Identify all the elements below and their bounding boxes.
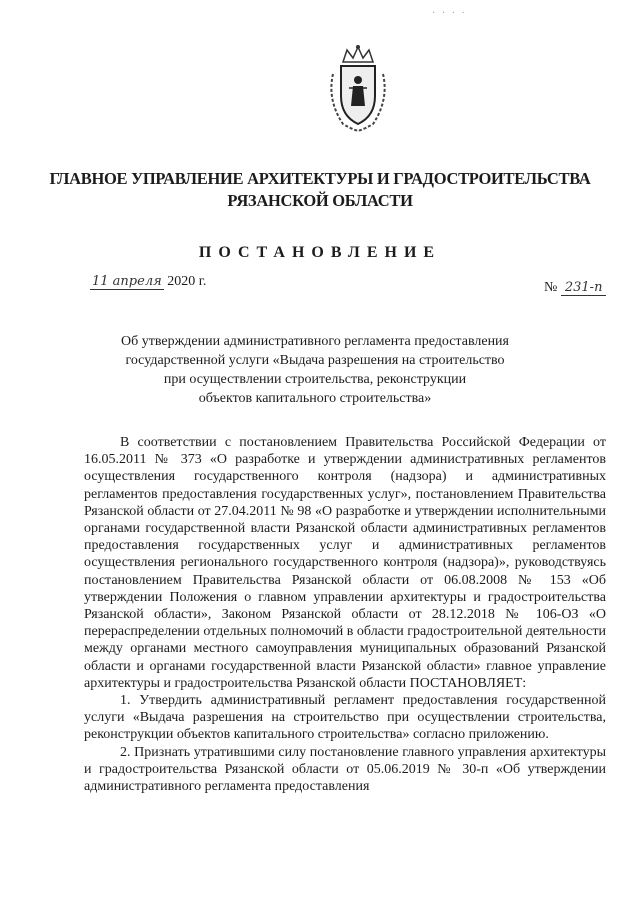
body-paragraph-1: В соответствии с постановлением Правительства Российской Федерации от 16.05.2011 № 373 «О разработке и утверждении административных регламентов осуществления государственного контроля (надзора) и административных регламентов предоставления государственных услуг», постановлением Правительства Рязанской области от 27.04.2011 № 98 «О разработке и утверждении исполнительными органами государственной власти Рязанской области административных регламентов предоставления государственных услуг и административных регламентов осуществления регионального государственного контроля (надзора)», руководствуясь постановлением Правительства Рязанской области от 06.08.2008 № 153 «Об утверждении Положения о главном управлении архитектуры и градостроительства Рязанской области», Законом Рязанской области от 28.12.2018 № 106-ОЗ «О перераспределении отдельных полномочий в области градостроительной деятельности между органами местного самоуправления муниципальных образований Рязанской области и органами государственной власти Рязанской области» главное управление архитектуры и градостроительства Рязанской области ПОСТАНОВЛЯЕТ: bbox=[84, 435, 606, 691]
scan-mark: · · · · bbox=[432, 8, 467, 19]
document-number bbox=[544, 280, 606, 296]
organization-header bbox=[0, 168, 640, 212]
organization-line-1: ГЛАВНОЕ УПРАВЛЕНИЕ АРХИТЕКТУРЫ И ГРАДОСТРОИТЕЛЬСТВА bbox=[49, 169, 591, 188]
subject-line-4: объектов капитального строительства» bbox=[198, 391, 432, 406]
handwritten-date: 11 апреля bbox=[92, 274, 162, 289]
document-body bbox=[84, 434, 606, 795]
document-subject bbox=[100, 332, 530, 408]
subject-line-3: при осуществлении строительства, реконструкции bbox=[163, 372, 467, 387]
body-paragraph-3: 2. Признать утратившими силу постановление главного управления архитектуры и градостроительства Рязанской области от 05.06.2019 № 30-п «Об утверждении административного регламента предоставления bbox=[84, 744, 606, 795]
body-paragraph-2: 1. Утвердить административный регламент предоставления государственной услуги «Выдача разрешения на строительство при осуществлении строительства, реконструкции объектов капитального строительства» согласно приложению. bbox=[84, 693, 606, 743]
document-type-title: ПОСТАНОВЛЕНИЕ bbox=[198, 244, 442, 261]
handwritten-number: 231-п bbox=[561, 280, 607, 296]
coat-of-arms-emblem bbox=[323, 44, 393, 132]
subject-line-1: Об утверждении административного регламента предоставления bbox=[121, 334, 509, 349]
number-prefix: № bbox=[544, 280, 558, 295]
date-year: 2020 г. bbox=[167, 274, 207, 289]
document-date bbox=[90, 274, 206, 290]
subject-line-2: государственной услуги «Выдача разрешения на строительство bbox=[125, 353, 505, 368]
organization-line-2: РЯЗАНСКОЙ ОБЛАСТИ bbox=[227, 191, 413, 210]
